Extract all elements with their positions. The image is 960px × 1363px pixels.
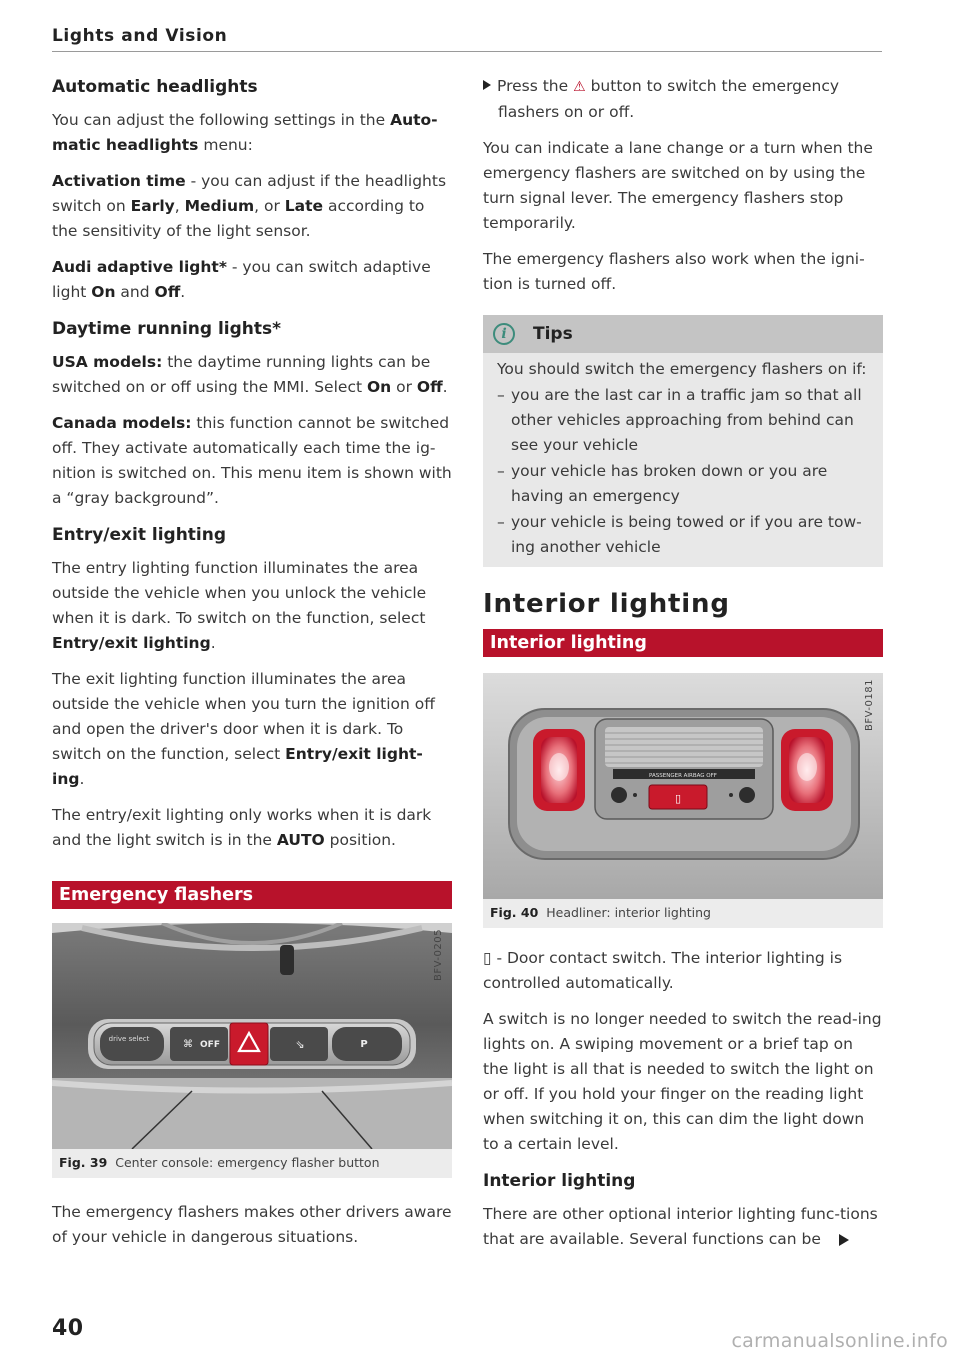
section-bar-emergency-flashers: Emergency flashers [52, 881, 452, 909]
paragraph-canada-models: Canada models: this function cannot be switched off. They activate automatically each time the ig-nition is switched on. This menu item is shown with a “gray background”. [52, 414, 452, 507]
park-assist-label: P [360, 1039, 368, 1050]
watermark: carmanualsonline.info [731, 1330, 948, 1352]
paragraph-usa-models: USA models: the daytime running lights can be switched on or off using the MMI. Select On or Off. [52, 353, 448, 396]
heading-interior-lighting-main: Interior lighting [483, 589, 730, 619]
continue-arrow-icon [839, 1234, 849, 1246]
figure-39-code: BFV-0205 [433, 929, 444, 981]
paragraph-activation-time: Activation time - you can adjust if the headlights switch on Early, Medium, or Late according to the sensitivity of the light sensor. [52, 172, 447, 240]
section-bar-interior-lighting: Interior lighting [483, 629, 883, 657]
tips-body [483, 353, 883, 560]
door-switch-icon: ▯ [674, 792, 682, 805]
heading-entry-exit-lighting: Entry/exit lighting [52, 525, 227, 545]
center-console-illustration [52, 923, 452, 1149]
tips-list-item: – your vehicle is being towed or if you are tow-ing another vehicle [497, 510, 869, 560]
heading-automatic-headlights: Automatic headlights [52, 77, 258, 97]
airbag-off-label: PASSENGER AIRBAG OFF [649, 773, 717, 779]
paragraph-press-hazard: Press the ⚠ button to switch the emergency flashers on or off. [483, 74, 883, 125]
tips-box [483, 315, 883, 567]
paragraph-entry-exit-condition: The entry/exit lighting only works when it is dark and the light switch is in the AUTO position. [52, 806, 432, 849]
headliner-illustration [483, 673, 883, 899]
info-icon: i [493, 323, 515, 345]
heading-daytime-running-lights: Daytime running lights* [52, 319, 282, 339]
paragraph-entry-lighting: The entry lighting function illuminates the area outside the vehicle when you unlock the vehicle when it is dark. To switch on the function, select Entry/exit lighting. [52, 559, 427, 652]
figure-40 [483, 673, 883, 928]
tips-heading: Tips [533, 324, 573, 344]
hill-descent-icon: ⇘ [295, 1038, 305, 1051]
tips-list-item: – you are the last car in a traffic jam so that all other vehicles approaching from behind can see your vehicle [497, 383, 869, 458]
figure-40-code: BFV-0181 [864, 679, 875, 731]
esc-car-icon: ⌘ [183, 1039, 193, 1050]
tips-intro: You should switch the emergency flashers on if: [497, 360, 867, 378]
esc-off-label: OFF [200, 1040, 220, 1050]
paragraph-reading-lights: A switch is no longer needed to switch the read-ing lights on. A swiping movement or a brief tap on the light is all that is needed to switch the light on or off. If you hold your finger on the reading light when switching it on, this can dim the light down to a certain level. [483, 1010, 882, 1153]
header-rule [52, 51, 882, 52]
heading-interior-lighting-sub: Interior lighting [483, 1171, 636, 1191]
running-head: Lights and Vision [52, 26, 228, 46]
figure-40-illustration [483, 673, 883, 899]
hazard-triangle-icon: ⚠ [573, 79, 586, 95]
instruction-arrow-icon [483, 80, 491, 90]
paragraph-optional-functions: There are other optional interior lighting func-tions that are available. Several functions can be [483, 1205, 878, 1248]
paragraph-emergency-intro: The emergency flashers makes other drivers aware of your vehicle in dangerous situations. [52, 1203, 452, 1246]
right-column [483, 74, 883, 1263]
page-number: 40 [52, 1316, 84, 1341]
figure-39 [52, 923, 452, 1178]
paragraph-lane-change: You can indicate a lane change or a turn when the emergency flashers are switched on by using the turn signal lever. The emergency flashers stop temporarily. [483, 139, 873, 232]
figure-40-caption: Fig. 40 Headliner: interior lighting [490, 905, 711, 920]
paragraph-ignition-off: The emergency flashers also work when the igni-tion is turned off. [483, 250, 865, 293]
paragraph-door-contact: ▯ - Door contact switch. The interior lighting is controlled automatically. [483, 949, 843, 992]
tips-header [483, 315, 883, 353]
figure-39-caption: Fig. 39 Center console: emergency flasher button [59, 1155, 380, 1170]
paragraph-auto-menu: You can adjust the following settings in the Auto-matic headlights menu: [52, 111, 438, 154]
paragraph-adaptive-light: Audi adaptive light* - you can switch adaptive light On and Off. [52, 258, 431, 301]
drive-select-label: drive select [108, 1035, 150, 1043]
tips-list-item: – your vehicle has broken down or you are having an emergency [497, 459, 869, 509]
left-column [52, 74, 452, 1261]
door-contact-icon: ▯ [483, 949, 492, 967]
figure-39-illustration [52, 923, 452, 1149]
paragraph-exit-lighting: The exit lighting function illuminates the area outside the vehicle when you turn the ignition off and open the driver's door when it is dark. To switch on the function, select Entry/exit light-ing. [52, 670, 435, 788]
